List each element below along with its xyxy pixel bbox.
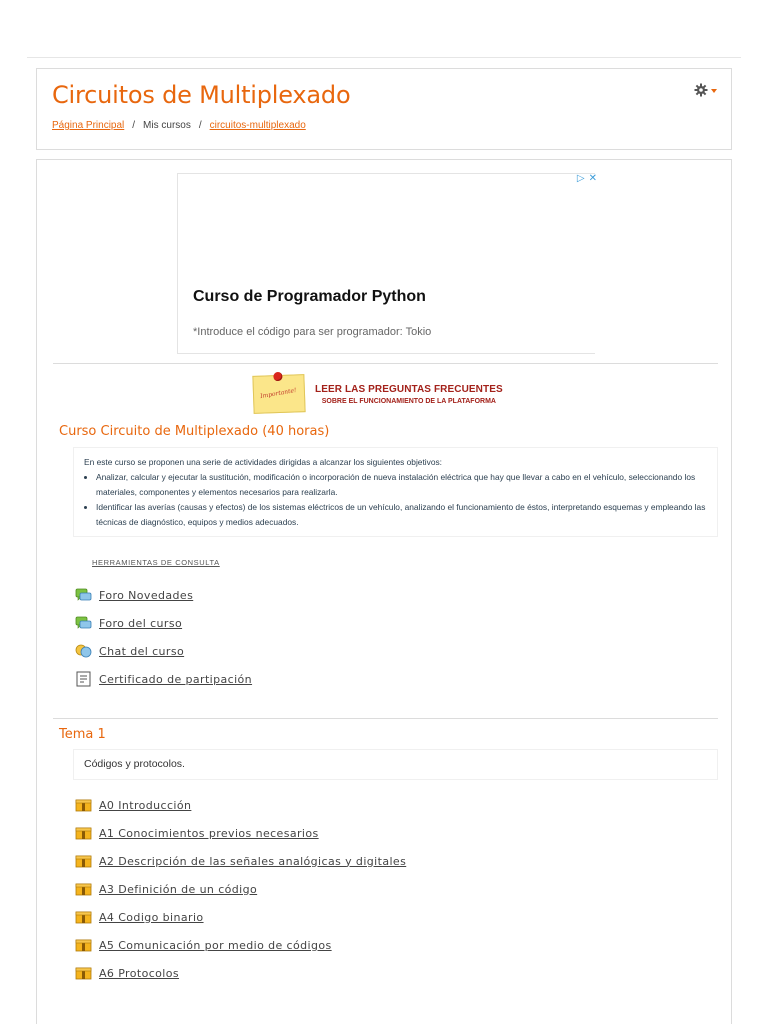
ad-controls[interactable]: [577, 173, 597, 185]
activity-link[interactable]: A3 Definición de un código: [99, 882, 258, 896]
activity-link[interactable]: A1 Conocimientos previos necesarios: [99, 826, 319, 840]
breadcrumb-home-link[interactable]: Página Principal: [52, 120, 125, 131]
activity-link[interactable]: Chat del curso: [99, 644, 185, 658]
package-icon: [75, 881, 92, 897]
page-title: Circuitos de Multiplexado: [52, 81, 351, 109]
activity-a6[interactable]: [75, 965, 179, 981]
package-icon: [75, 965, 92, 981]
package-icon: [75, 853, 92, 869]
activity-link[interactable]: A4 Codigo binario: [99, 910, 204, 924]
chat-icon: [75, 643, 92, 659]
activity-a5[interactable]: [75, 937, 332, 953]
activity-foro-novedades[interactable]: [75, 587, 193, 603]
forum-icon: [75, 615, 92, 631]
objective-item: • Identificar las averías (causas y efectos) de los sistemas eléctricos de un vehículo, analizando el funcionamiento de éstos, interpretando esquemas y empleando las técnicas de diagnóstico, equipos y medios adecuados.: [96, 500, 707, 530]
note-label: Importante!: [259, 386, 297, 401]
sticky-note-icon: [252, 374, 305, 414]
divider: [53, 718, 718, 719]
activity-link[interactable]: A2 Descripción de las señales analógicas y digitales: [99, 854, 407, 868]
activity-link[interactable]: Certificado de partipación: [99, 672, 253, 686]
close-icon[interactable]: ✕: [588, 173, 597, 184]
package-icon: [75, 797, 92, 813]
activity-a0[interactable]: [75, 797, 191, 813]
section-title-course: Curso Circuito de Multiplexado (40 horas): [59, 424, 330, 439]
activity-link[interactable]: A6 Protocolos: [99, 966, 180, 980]
forum-icon: [75, 587, 92, 603]
activity-a1[interactable]: [75, 825, 319, 841]
course-content: [36, 159, 732, 1024]
course-summary: [73, 447, 718, 537]
faq-line1: LEER LAS PREGUNTAS FRECUENTES: [315, 383, 503, 395]
certificate-icon: [75, 671, 92, 687]
activity-chat[interactable]: [75, 643, 184, 659]
activity-foro-curso[interactable]: [75, 615, 182, 631]
package-icon: [75, 825, 92, 841]
chevron-down-icon: [711, 89, 717, 93]
divider: [53, 363, 718, 364]
activity-a2[interactable]: [75, 853, 406, 869]
breadcrumb-separator: /: [198, 120, 202, 131]
section-title-tema1: Tema 1: [59, 727, 106, 742]
activity-link[interactable]: Foro Novedades: [99, 588, 194, 602]
adchoices-icon[interactable]: ▷: [576, 173, 585, 184]
page-header: [36, 68, 732, 150]
topic-summary: [73, 749, 718, 780]
tools-heading[interactable]: HERRAMIENTAS DE CONSULTA: [92, 558, 220, 567]
advertisement[interactable]: [177, 173, 595, 354]
faq-banner-link[interactable]: [253, 375, 503, 413]
top-divider: [27, 57, 741, 58]
ad-title[interactable]: Curso de Programador Python: [193, 288, 426, 305]
activity-a4[interactable]: [75, 909, 204, 925]
gear-icon: [694, 83, 708, 97]
breadcrumb-separator: /: [132, 120, 136, 131]
breadcrumb-course-link[interactable]: circuitos-multiplexado: [209, 120, 306, 131]
activity-certificado[interactable]: [75, 671, 252, 687]
objective-item: • Analizar, calcular y ejecutar la sustitución, modificación o incorporación de nueva instalación eléctrica que hay que llevar a cabo en el vehículo, seleccionando los materiales, componentes y elementos necesarios para realizarla.: [96, 470, 707, 500]
activity-link[interactable]: A0 Introducción: [99, 798, 192, 812]
ad-text: *Introduce el código para ser programador: Tokio: [193, 326, 432, 338]
activity-link[interactable]: Foro del curso: [99, 616, 183, 630]
pin-icon: [273, 372, 282, 381]
faq-banner-text: [315, 384, 503, 405]
package-icon: [75, 937, 92, 953]
package-icon: [75, 909, 92, 925]
settings-menu-button[interactable]: [694, 83, 717, 97]
faq-line2: SOBRE EL FUNCIONAMIENTO DE LA PLATAFORMA: [321, 397, 496, 405]
breadcrumb: [52, 120, 306, 131]
activity-a3[interactable]: [75, 881, 257, 897]
objectives-list: [96, 470, 707, 530]
topic-summary-text: Códigos y protocolos.: [84, 758, 185, 770]
summary-intro: En este curso se proponen una serie de actividades dirigidas a alcanzar los siguientes objetivos:: [84, 457, 443, 467]
activity-link[interactable]: A5 Comunicación por medio de códigos: [99, 938, 332, 952]
breadcrumb-mycourses[interactable]: Mis cursos: [143, 120, 191, 131]
